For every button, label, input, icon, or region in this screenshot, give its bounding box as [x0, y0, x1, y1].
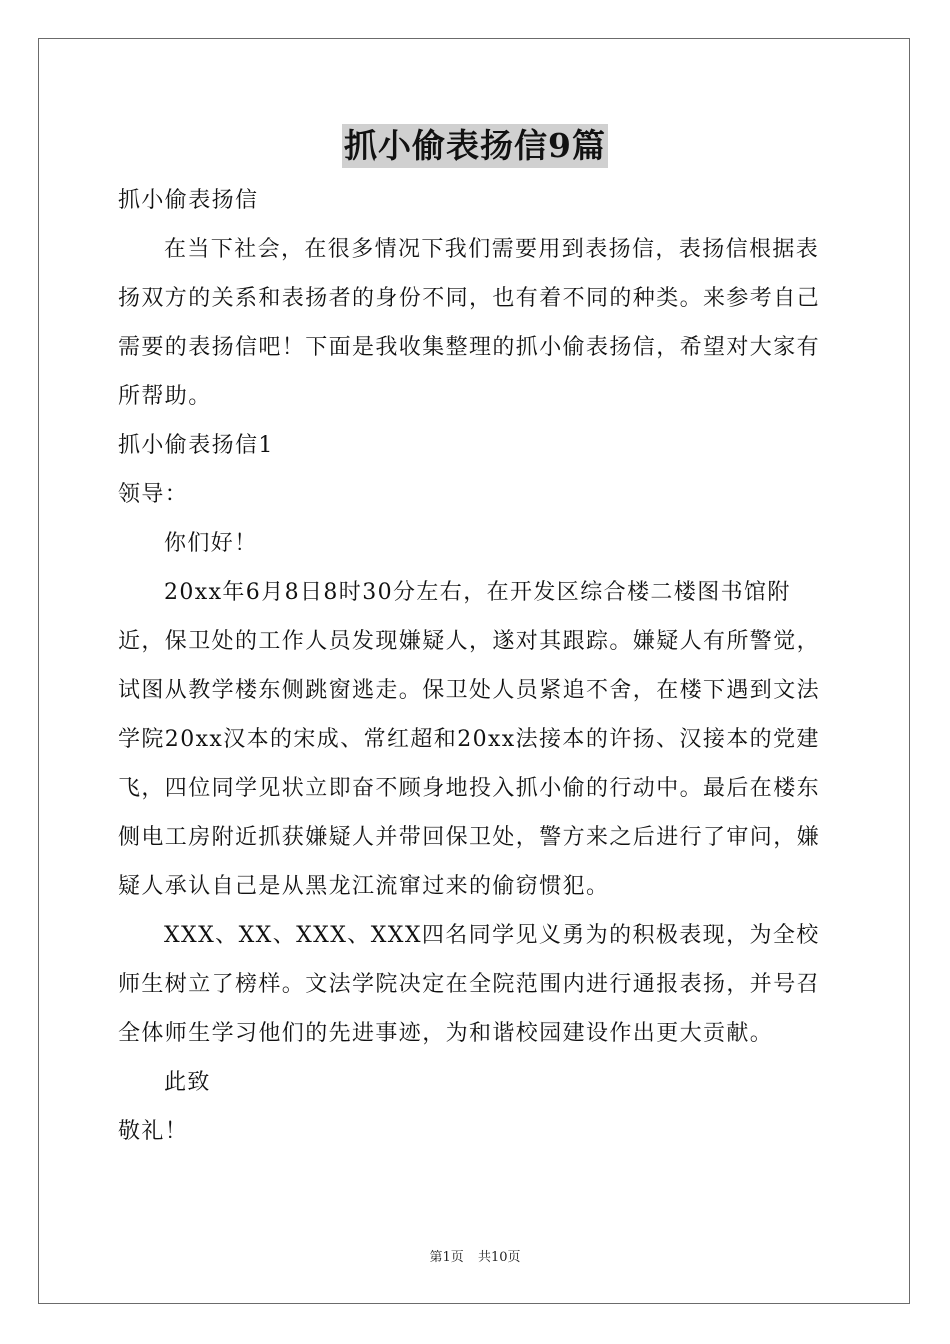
paragraph-body-1: 20xx年6月8日8时30分左右，在开发区综合楼二楼图书馆附近，保卫处的工作人员发现嫌疑人，遂对其跟踪。嫌疑人有所警觉，试图从教学楼东侧跳窗逃走。保卫处人员紧追不舍，在楼下遇到文法学院20xx汉本的宋成、常红超和20xx法接本的许扬、汉接本的党建飞，四位同学见状立即奋不顾身地投入抓小偷的行动中。最后在楼东侧电工房附近抓获嫌疑人并带回保卫处，警方来之后进行了审问，嫌疑人承认自己是从黑龙江流窜过来的偷窃惯犯。	[118, 580, 821, 899]
document-title: 抓小偷表扬信9篇	[342, 124, 608, 168]
paragraph-heading: 抓小偷表扬信	[118, 188, 259, 213]
paragraph-body-2: XXX、XX、XXX、XXX四名同学见义勇为的积极表现，为全校师生树立了榜样。文法学院决定在全院范围内进行通报表扬，并号召全体师生学习他们的先进事迹，为和谐校园建设作出更大贡献。	[118, 923, 821, 1046]
paragraph-letter-heading: 抓小偷表扬信1	[118, 433, 274, 458]
paragraph-intro: 在当下社会，在很多情况下我们需要用到表扬信，表扬信根据表扬双方的关系和表扬者的身份不同，也有着不同的种类。来参考自己需要的表扬信吧！下面是我收集整理的抓小偷表扬信，希望对大家有所帮助。	[118, 237, 821, 409]
paragraph-regards: 敬礼！	[118, 1119, 189, 1144]
page-footer	[0, 1246, 950, 1265]
page-total: 共10页	[477, 1250, 521, 1265]
title-wrap	[0, 124, 950, 168]
paragraph-greeting: 你们好！	[164, 531, 258, 556]
document-body	[118, 176, 834, 1156]
paragraph-salutation: 领导：	[118, 482, 189, 507]
page-number: 第1页	[429, 1250, 464, 1265]
paragraph-closing: 此致	[164, 1070, 211, 1095]
